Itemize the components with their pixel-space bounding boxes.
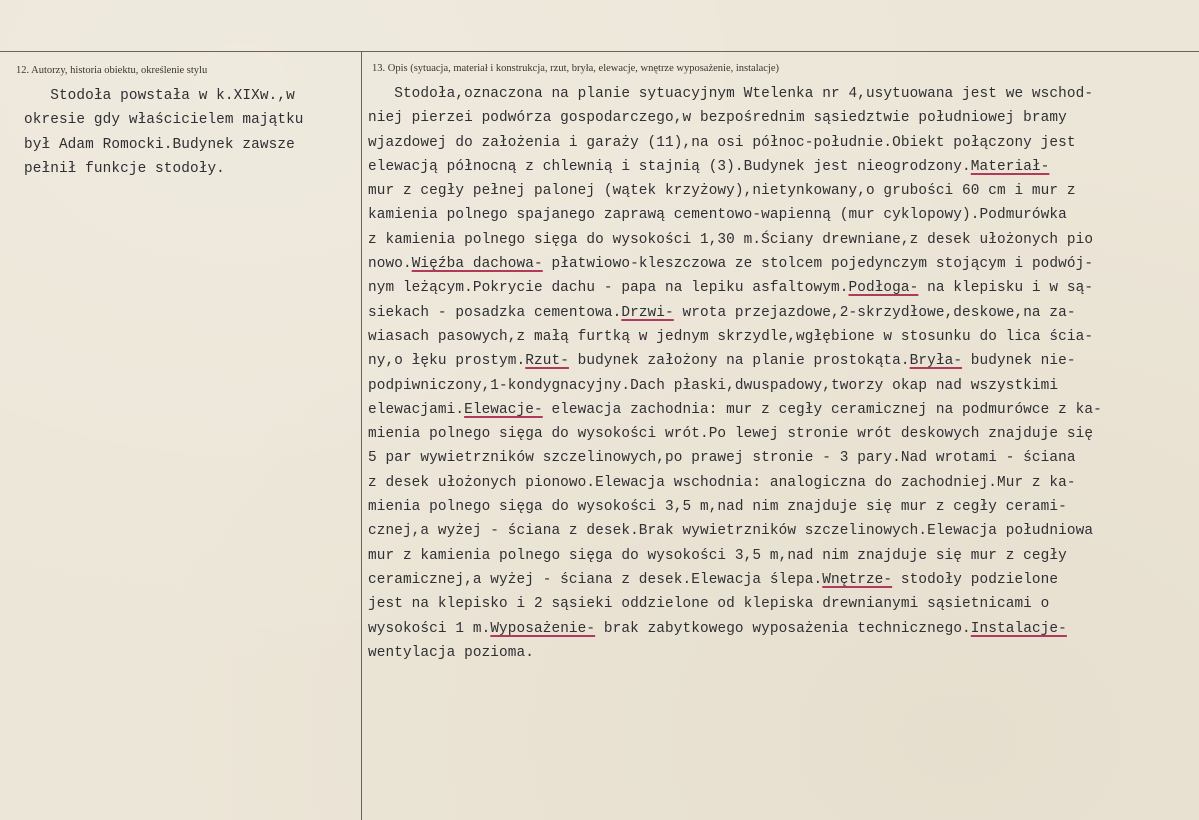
text-line	[368, 422, 1102, 446]
text-line	[368, 617, 1102, 641]
text-line	[368, 471, 1102, 495]
text-line	[368, 106, 1102, 130]
text-line: Stodoła powstała w k.XIXw.,w	[24, 88, 295, 104]
text-line	[368, 398, 1102, 422]
text-run: brak zabytkowego wyposażenia technicznego.	[595, 620, 971, 637]
text-run: mienia polnego sięga do wysokości wrót.Po lewej stronie wrót deskowych znajduje się	[368, 426, 1094, 443]
text-line	[368, 592, 1102, 616]
text-line	[368, 544, 1102, 568]
text-run: elewacją północną z chlewnią i stajnią (3).Budynek jest nieogrodzony.	[368, 158, 971, 175]
text-run: podpiwniczony,1-kondygnacyjny.Dach płaski,dwuspadowy,tworzy okap nad wszystkimi	[368, 377, 1059, 394]
text-line	[368, 276, 1102, 300]
text-line	[368, 155, 1102, 179]
text-line	[368, 325, 1102, 349]
section-13-text	[368, 82, 1102, 665]
section-13-heading: 13. Opis (sytuacja, materiał i konstrukcja, rzut, bryła, elewacje, wnętrze wyposażenie, instalacje)	[372, 63, 780, 74]
top-rule	[0, 51, 1199, 52]
text-run: wjazdowej do założenia i garaży (11),na osi północ-południe.Obiekt połączony jest	[368, 134, 1076, 151]
text-line: okresie gdy właścicielem majątku	[24, 112, 304, 129]
text-run: elewacja zachodnia: mur z cegły ceramicznej na podmurówce z ka-	[542, 401, 1102, 418]
text-run: nowo.	[368, 256, 412, 273]
text-run: niej pierzei podwórza gospodarczego,w bezpośrednim sąsiedztwie południowej bramy	[368, 110, 1067, 127]
text-run: nym leżącym.Pokrycie dachu - papa na lepiku asfaltowym.	[368, 280, 849, 297]
text-run: wiasach pasowych,z małą furtką w jednym skrzydle,wgłębione w stosunku do lica ścia-	[368, 328, 1094, 345]
section-12-text	[24, 84, 304, 181]
text-run: jest na klepisko i 2 sąsieki oddzielone od klepiska drewnianymi sąsietnicami o	[368, 596, 1050, 613]
text-line	[368, 301, 1102, 325]
text-line	[368, 131, 1102, 155]
text-line	[368, 203, 1102, 227]
underlined-term: Materiał-	[970, 158, 1050, 175]
column-divider	[361, 51, 362, 820]
underlined-term: Więźba dachowa-	[411, 256, 543, 273]
text-run: z kamienia polnego sięga do wysokości 1,30 m.Ściany drewniane,z desek ułożonych pio	[368, 231, 1094, 248]
text-run: siekach - posadzka cementowa.	[368, 304, 622, 321]
text-run: mur z cegły pełnej palonej (wątek krzyżowy),nietynkowany,o grubości 60 cm i mur z	[368, 183, 1076, 200]
underlined-term: Instalacje-	[970, 620, 1067, 637]
text-run: 5 par wywietrzników szczelinowych,po prawej stronie - 3 pary.Nad wrotami - ściana	[368, 450, 1076, 467]
text-line	[368, 519, 1102, 543]
text-run: wysokości 1 m.	[368, 620, 491, 637]
text-line	[368, 495, 1102, 519]
text-run: mur z kamienia polnego sięga do wysokości 3,5 m,nad nim znajduje się mur z cegły	[368, 547, 1067, 564]
text-run: kamienia polnego spajanego zaprawą cementowo-wapienną (mur cyklopowy).Podmurówka	[368, 207, 1067, 224]
text-run: ny,o łęku prostym.	[368, 353, 526, 370]
underlined-term: Wnętrze-	[822, 571, 893, 588]
text-run: z desek ułożonych pionowo.Elewacja wschodnia: analogiczna do zachodniej.Mur z ka-	[368, 474, 1076, 491]
text-line	[368, 641, 1102, 665]
text-line: był Adam Romocki.Budynek zawsze	[24, 136, 295, 153]
text-line	[368, 179, 1102, 203]
text-line	[368, 374, 1102, 398]
text-run: na klepisku i w są-	[918, 280, 1094, 297]
underlined-term: Wyposażenie-	[490, 620, 596, 637]
underlined-term: Bryła-	[909, 353, 963, 370]
section-12-heading: 12. Autorzy, historia obiektu, określenie stylu	[16, 65, 208, 76]
text-line	[368, 82, 1102, 106]
text-run: cznej,a wyżej - ściana z desek.Brak wywietrzników szczelinowych.Elewacja południowa	[368, 523, 1094, 540]
text-run: mienia polnego sięga do wysokości 3,5 m,nad nim znajduje się mur z cegły cerami-	[368, 499, 1067, 516]
text-run: Stodoła,oznaczona na planie sytuacyjnym Wtelenka nr 4,usytuowana jest we wschod-	[368, 86, 1094, 102]
text-run: wrota przejazdowe,2-skrzydłowe,deskowe,na za-	[673, 304, 1076, 321]
text-line	[368, 228, 1102, 252]
text-line: pełnił funkcje stodoły.	[24, 160, 225, 177]
text-line	[368, 252, 1102, 276]
text-run: budynek założony na planie prostokąta.	[568, 353, 910, 370]
underlined-term: Rzut-	[525, 353, 569, 370]
text-line	[368, 446, 1102, 470]
underlined-term: Elewacje-	[464, 401, 543, 418]
underlined-term: Drzwi-	[621, 304, 674, 321]
text-run: elewacjami.	[368, 401, 465, 418]
underlined-term: Podłoga-	[848, 280, 919, 297]
text-line	[368, 568, 1102, 592]
text-run: budynek nie-	[962, 353, 1076, 370]
text-run: ceramicznej,a wyżej - ściana z desek.Elewacja ślepa.	[368, 571, 823, 588]
text-line	[368, 349, 1102, 373]
text-run: wentylacja pozioma.	[368, 644, 534, 661]
text-run: stodoły podzielone	[892, 571, 1059, 588]
text-run: płatwiowo-kleszczowa ze stolcem pojedynczym stojącym i podwój-	[542, 256, 1094, 273]
